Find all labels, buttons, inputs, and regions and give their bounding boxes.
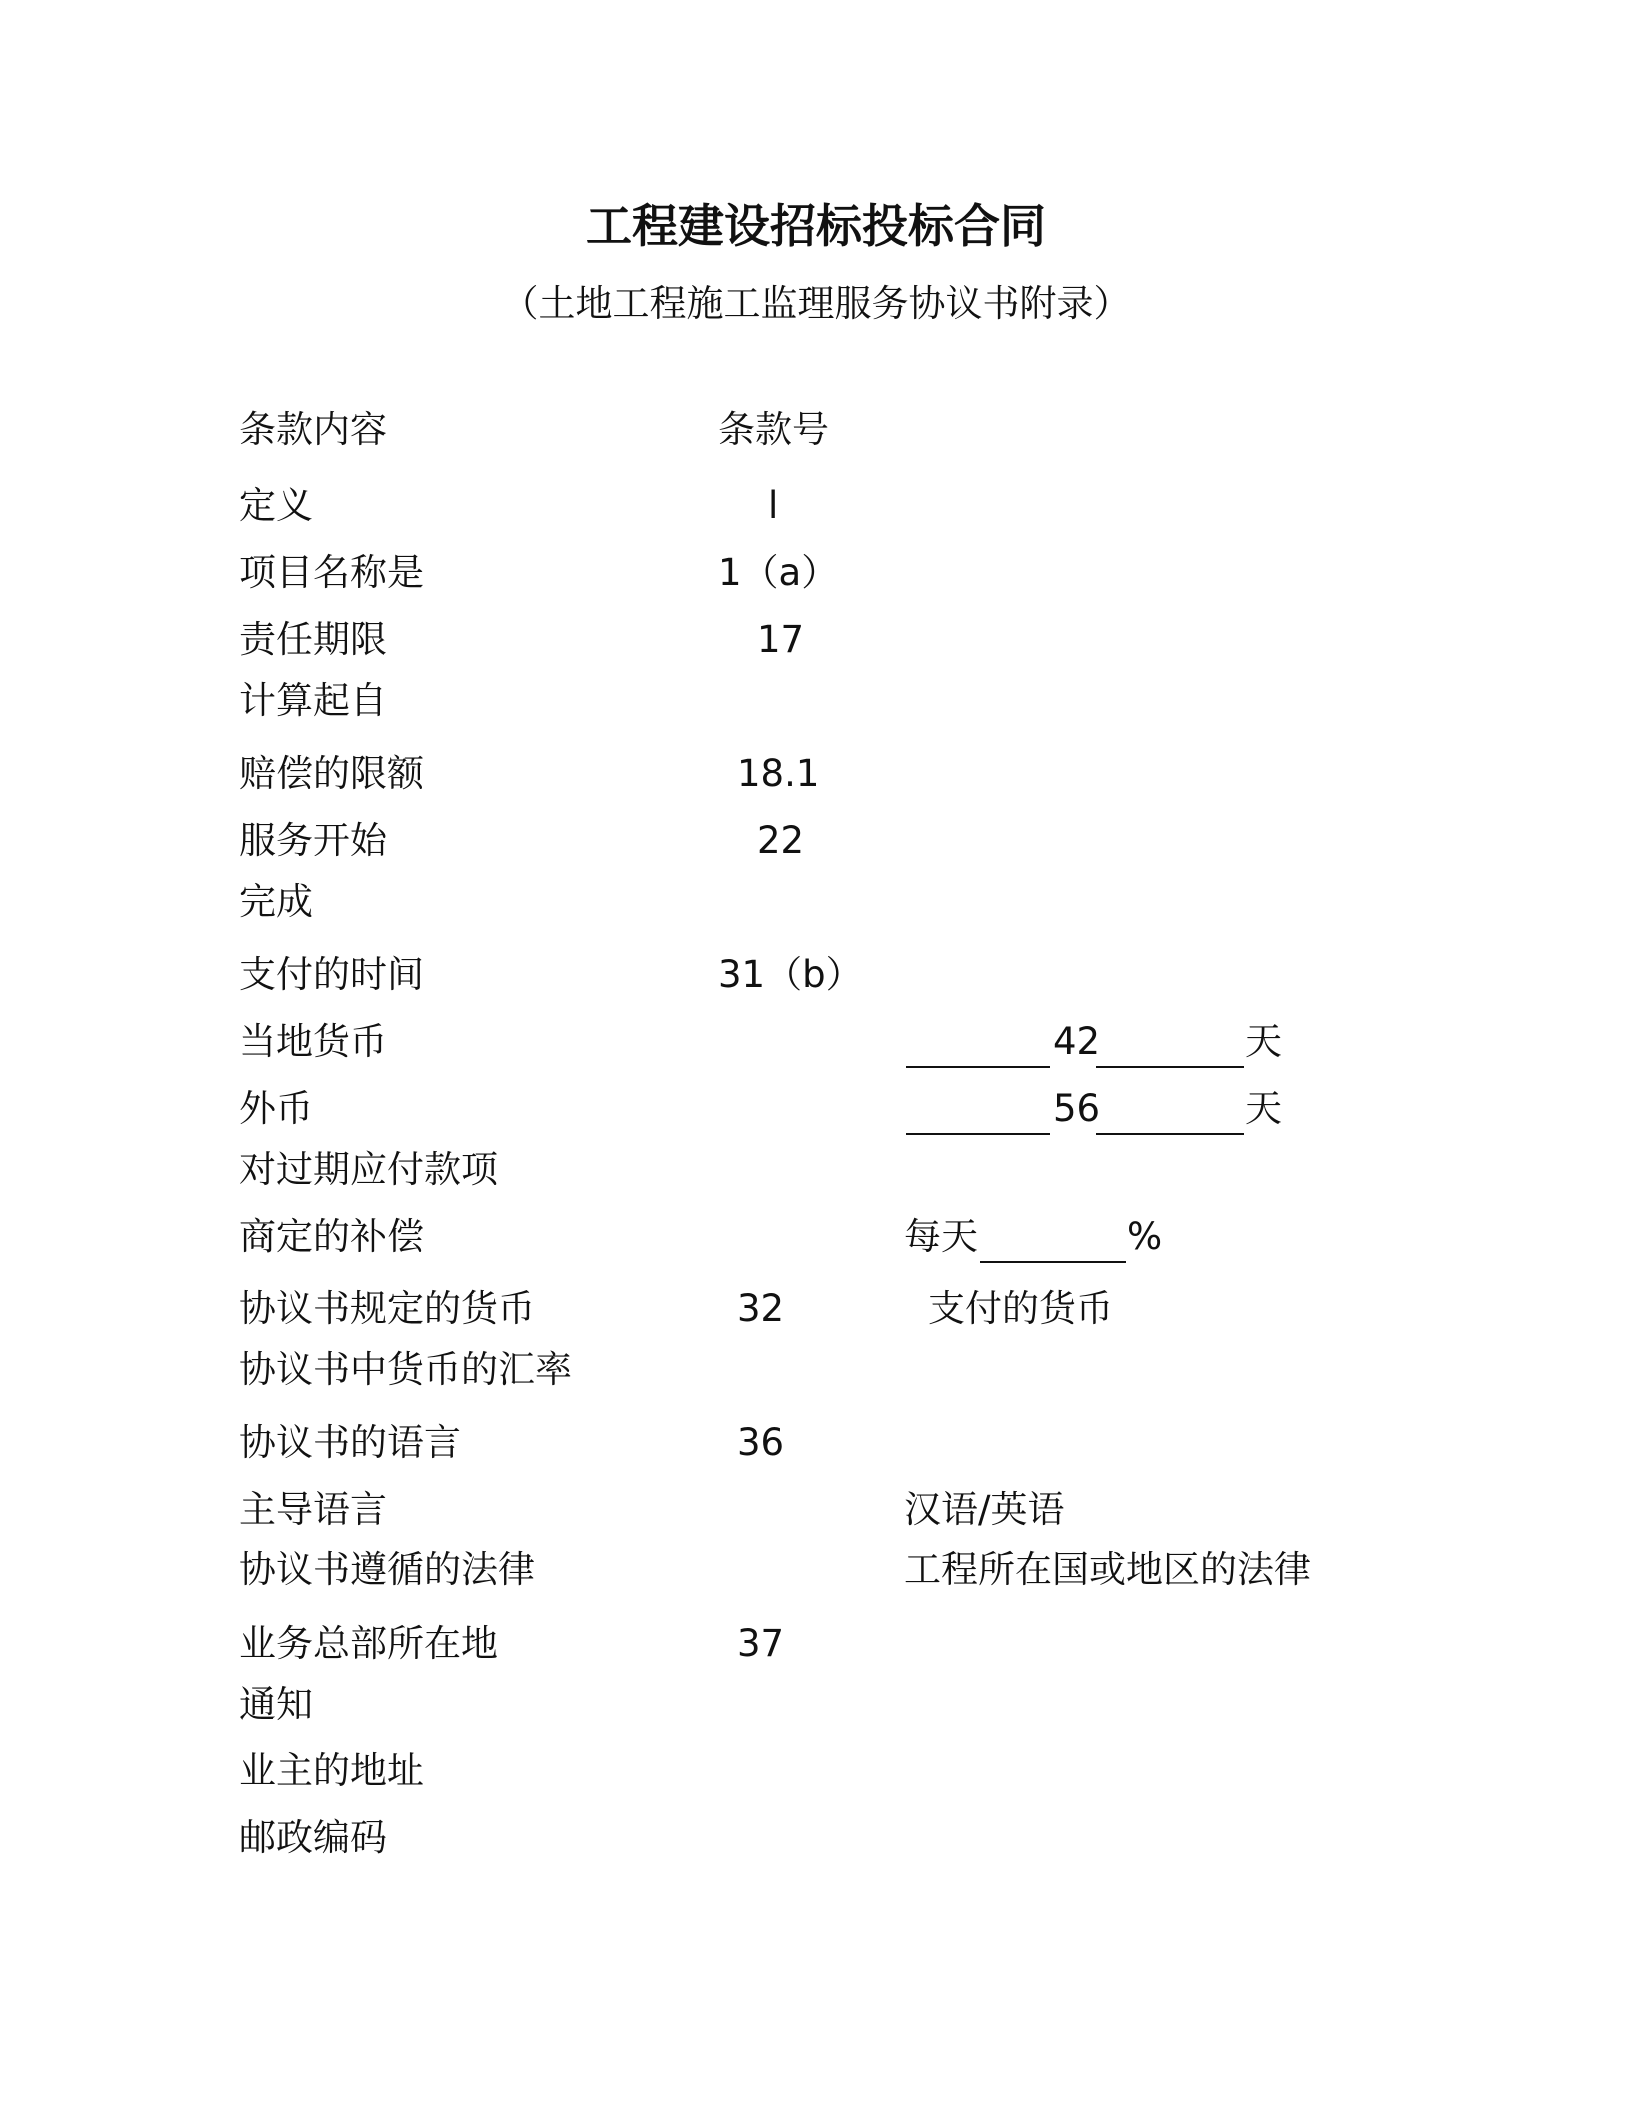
row-service-start-number: 22 xyxy=(757,819,805,862)
row-agreement-currency-label: 协议书规定的货币 xyxy=(239,1287,535,1330)
row-foreign-currency-value: 56 xyxy=(1053,1087,1101,1130)
row-liability-period-label: 责任期限 xyxy=(239,618,387,661)
row-governing-law-label: 协议书遵循的法律 xyxy=(239,1548,535,1591)
row-agreement-currency-value: 支付的货币 xyxy=(928,1287,1113,1330)
row-service-start-label: 服务开始 xyxy=(239,819,387,862)
document-title: 工程建设招标投标合同 xyxy=(586,199,1046,253)
local-currency-blank-right xyxy=(1096,1066,1244,1068)
header-clause-number: 条款号 xyxy=(718,408,829,451)
row-project-name-label: 项目名称是 xyxy=(239,551,424,594)
row-liability-period-number: 17 xyxy=(757,618,805,661)
row-owner-address-label: 业主的地址 xyxy=(239,1749,424,1792)
agreed-compensation-blank xyxy=(980,1261,1126,1263)
row-local-currency-unit: 天 xyxy=(1245,1020,1282,1063)
foreign-currency-blank-right xyxy=(1096,1133,1244,1135)
document-subtitle: （土地工程施工监理服务协议书附录） xyxy=(501,282,1131,325)
row-foreign-currency-label: 外币 xyxy=(239,1087,313,1130)
row-overdue-label: 对过期应付款项 xyxy=(239,1148,498,1191)
row-notice-label: 通知 xyxy=(239,1683,313,1726)
row-compensation-limit-label: 赔偿的限额 xyxy=(239,752,424,795)
row-definition-number: l xyxy=(768,484,779,527)
row-agreed-compensation-prefix: 每天 xyxy=(904,1215,978,1258)
row-main-language-value: 汉语/英语 xyxy=(904,1488,1065,1531)
row-compensation-limit-number: 18.1 xyxy=(737,752,820,795)
row-foreign-currency-unit: 天 xyxy=(1245,1087,1282,1130)
row-agreed-compensation-label: 商定的补偿 xyxy=(239,1215,424,1258)
row-agreement-currency-number: 32 xyxy=(737,1287,785,1330)
row-payment-time-label: 支付的时间 xyxy=(239,953,424,996)
row-exchange-rate-label: 协议书中货币的汇率 xyxy=(239,1348,572,1391)
row-agreed-compensation-unit: % xyxy=(1127,1215,1163,1258)
row-completion-label: 完成 xyxy=(239,880,313,923)
row-calc-from-label: 计算起自 xyxy=(239,679,387,722)
local-currency-blank-left xyxy=(906,1066,1050,1068)
row-agreement-language-label: 协议书的语言 xyxy=(239,1421,461,1464)
foreign-currency-blank-left xyxy=(906,1133,1050,1135)
row-headquarters-number: 37 xyxy=(737,1622,785,1665)
header-clause-content: 条款内容 xyxy=(239,408,387,451)
row-agreement-language-number: 36 xyxy=(737,1421,785,1464)
row-local-currency-label: 当地货币 xyxy=(239,1020,387,1063)
row-postal-code-label: 邮政编码 xyxy=(239,1816,387,1859)
row-project-name-number: 1（a） xyxy=(718,551,839,594)
row-main-language-label: 主导语言 xyxy=(239,1488,387,1531)
row-definition-label: 定义 xyxy=(239,484,313,527)
row-governing-law-value: 工程所在国或地区的法律 xyxy=(904,1548,1311,1591)
row-local-currency-value: 42 xyxy=(1053,1020,1101,1063)
row-payment-time-number: 31（b） xyxy=(718,953,863,996)
row-headquarters-label: 业务总部所在地 xyxy=(239,1622,498,1665)
